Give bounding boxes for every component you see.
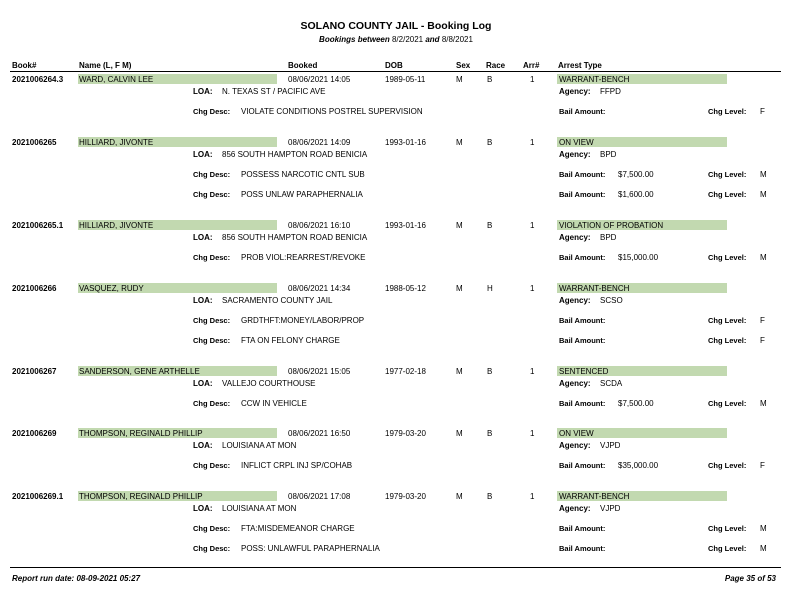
bail-amount-value: $1,600.00 xyxy=(618,190,654,199)
loa-value: VALLEJO COURTHOUSE xyxy=(222,379,316,388)
book-number: 2021006265.1 xyxy=(12,221,64,230)
booking-record xyxy=(0,284,792,354)
chg-desc-value: POSS: UNLAWFUL PARAPHERNALIA xyxy=(241,544,380,553)
bail-amount-label: Bail Amount: xyxy=(559,170,606,179)
bail-amount-label: Bail Amount: xyxy=(559,316,606,325)
arrest-type: WARRANT-BENCH xyxy=(559,284,630,293)
arrest-type: ON VIEW xyxy=(559,138,594,147)
chg-level-label: Chg Level: xyxy=(708,461,747,470)
chg-desc-label: Chg Desc: xyxy=(193,399,231,408)
col-header-sex: Sex xyxy=(456,61,471,70)
col-header-name: Name (L, F M) xyxy=(79,61,132,70)
chg-desc-value: POSSESS NARCOTIC CNTL SUB xyxy=(241,170,365,179)
chg-desc-value: PROB VIOL:REARREST/REVOKE xyxy=(241,253,366,262)
agency-label: Agency: xyxy=(559,233,591,242)
inmate-name: SANDERSON, GENE ARTHELLE xyxy=(79,367,200,376)
report-run-date: Report run date: 08-09-2021 05:27 xyxy=(12,574,141,583)
chg-level-value: F xyxy=(760,336,765,345)
chg-desc-value: POSS UNLAW PARAPHERNALIA xyxy=(241,190,363,199)
race: B xyxy=(487,492,493,501)
chg-desc-label: Chg Desc: xyxy=(193,107,231,116)
arrest-number: 1 xyxy=(530,367,535,376)
arrest-number: 1 xyxy=(530,429,535,438)
date-from: 8/2/2021 xyxy=(391,35,424,44)
loa-label: LOA: xyxy=(193,379,213,388)
sex: M xyxy=(456,138,463,147)
booking-record xyxy=(0,138,792,208)
bail-amount-label: Bail Amount: xyxy=(559,461,606,470)
arrest-type: WARRANT-BENCH xyxy=(559,75,630,84)
book-number: 2021006269.1 xyxy=(12,492,64,501)
booking-record xyxy=(0,221,792,291)
sex: M xyxy=(456,284,463,293)
book-number: 2021006265 xyxy=(12,138,57,147)
agency-label: Agency: xyxy=(559,441,591,450)
chg-level-label: Chg Level: xyxy=(708,107,747,116)
arrest-number: 1 xyxy=(530,75,535,84)
loa-value: SACRAMENTO COUNTY JAIL xyxy=(222,296,333,305)
sex: M xyxy=(456,492,463,501)
chg-level-value: M xyxy=(760,399,767,408)
bail-amount-value: $7,500.00 xyxy=(618,170,654,179)
inmate-name: THOMPSON, REGINALD PHILLIP xyxy=(79,492,203,501)
arrest-number: 1 xyxy=(530,221,535,230)
chg-level-label: Chg Level: xyxy=(708,399,747,408)
col-header-dob: DOB xyxy=(385,61,403,70)
bail-amount-label: Bail Amount: xyxy=(559,107,606,116)
subtitle-and: and xyxy=(425,35,440,44)
sex: M xyxy=(456,221,463,230)
inmate-name: HILLIARD, JIVONTE xyxy=(79,221,154,230)
agency-label: Agency: xyxy=(559,87,591,96)
chg-desc-value: FTA:MISDEMEANOR CHARGE xyxy=(241,524,355,533)
chg-desc-label: Chg Desc: xyxy=(193,461,231,470)
chg-desc-value: GRDTHFT:MONEY/LABOR/PROP xyxy=(241,316,365,325)
col-header-race: Race xyxy=(486,61,506,70)
agency-value: BPD xyxy=(600,150,617,159)
chg-desc-value: FTA ON FELONY CHARGE xyxy=(241,336,340,345)
chg-desc-value: INFLICT CRPL INJ SP/COHAB xyxy=(241,461,353,470)
loa-value: LOUISIANA AT MON xyxy=(222,441,297,450)
loa-value: N. TEXAS ST / PACIFIC AVE xyxy=(222,87,326,96)
booked-datetime: 08/06/2021 16:10 xyxy=(288,221,351,230)
race: B xyxy=(487,221,493,230)
agency-label: Agency: xyxy=(559,504,591,513)
arrest-type: VIOLATION OF PROBATION xyxy=(559,221,664,230)
book-number: 2021006264.3 xyxy=(12,75,64,84)
col-header-book: Book# xyxy=(12,61,37,70)
chg-level-label: Chg Level: xyxy=(708,336,747,345)
inmate-name: HILLIARD, JIVONTE xyxy=(79,138,154,147)
race: B xyxy=(487,429,493,438)
report-title: SOLANO COUNTY JAIL - Booking Log xyxy=(300,20,492,32)
loa-label: LOA: xyxy=(193,504,213,513)
header-rule xyxy=(10,71,781,72)
chg-desc-label: Chg Desc: xyxy=(193,524,231,533)
report-subtitle xyxy=(0,35,792,44)
bail-amount-label: Bail Amount: xyxy=(559,336,606,345)
bail-amount-label: Bail Amount: xyxy=(559,524,606,533)
arrest-number: 1 xyxy=(530,492,535,501)
loa-label: LOA: xyxy=(193,296,213,305)
dob: 1979-03-20 xyxy=(385,492,426,501)
booking-record xyxy=(0,367,792,437)
inmate-name: VASQUEZ, RUDY xyxy=(79,284,144,293)
dob: 1988-05-12 xyxy=(385,284,426,293)
arrest-type: SENTENCED xyxy=(559,367,609,376)
booked-datetime: 08/06/2021 17:08 xyxy=(288,492,351,501)
race: B xyxy=(487,367,493,376)
col-header-arr: Arr# xyxy=(523,61,540,70)
booked-datetime: 08/06/2021 14:09 xyxy=(288,138,351,147)
bail-amount-value: $7,500.00 xyxy=(618,399,654,408)
dob: 1977-02-18 xyxy=(385,367,426,376)
page-number: Page 35 of 53 xyxy=(724,574,776,583)
bail-amount-value: $35,000.00 xyxy=(618,461,659,470)
chg-level-value: F xyxy=(760,316,765,325)
booked-datetime: 08/06/2021 14:05 xyxy=(288,75,351,84)
agency-value: SCSO xyxy=(600,296,623,305)
booking-record xyxy=(0,492,792,562)
sex: M xyxy=(456,429,463,438)
chg-level-label: Chg Level: xyxy=(708,316,747,325)
chg-level-label: Chg Level: xyxy=(708,524,747,533)
dob: 1989-05-11 xyxy=(385,75,426,84)
chg-desc-label: Chg Desc: xyxy=(193,544,231,553)
booked-datetime: 08/06/2021 16:50 xyxy=(288,429,351,438)
chg-desc-label: Chg Desc: xyxy=(193,316,231,325)
booking-record xyxy=(0,429,792,499)
agency-label: Agency: xyxy=(559,150,591,159)
booked-datetime: 08/06/2021 14:34 xyxy=(288,284,351,293)
booked-datetime: 08/06/2021 15:05 xyxy=(288,367,351,376)
arrest-type: WARRANT-BENCH xyxy=(559,492,630,501)
chg-level-value: F xyxy=(760,461,765,470)
inmate-name: THOMPSON, REGINALD PHILLIP xyxy=(79,429,203,438)
chg-level-label: Chg Level: xyxy=(708,253,747,262)
dob: 1979-03-20 xyxy=(385,429,426,438)
chg-desc-value: VIOLATE CONDITIONS POSTREL SUPERVISION xyxy=(241,107,423,116)
chg-level-value: M xyxy=(760,544,767,553)
race: B xyxy=(487,75,493,84)
chg-level-value: M xyxy=(760,170,767,179)
dob: 1993-01-16 xyxy=(385,138,426,147)
bail-amount-value: $15,000.00 xyxy=(618,253,659,262)
loa-label: LOA: xyxy=(193,87,213,96)
arrest-number: 1 xyxy=(530,138,535,147)
book-number: 2021006267 xyxy=(12,367,57,376)
race: B xyxy=(487,138,493,147)
chg-desc-label: Chg Desc: xyxy=(193,190,231,199)
arrest-number: 1 xyxy=(530,284,535,293)
bail-amount-label: Bail Amount: xyxy=(559,190,606,199)
chg-level-value: M xyxy=(760,524,767,533)
agency-label: Agency: xyxy=(559,379,591,388)
chg-level-label: Chg Level: xyxy=(708,190,747,199)
chg-level-value: F xyxy=(760,107,765,116)
chg-desc-label: Chg Desc: xyxy=(193,336,231,345)
agency-value: VJPD xyxy=(600,441,621,450)
inmate-name: WARD, CALVIN LEE xyxy=(79,75,154,84)
col-header-booked: Booked xyxy=(288,61,318,70)
loa-value: LOUISIANA AT MON xyxy=(222,504,297,513)
loa-value: 856 SOUTH HAMPTON ROAD BENICIA xyxy=(222,150,368,159)
bail-amount-label: Bail Amount: xyxy=(559,399,606,408)
sex: M xyxy=(456,367,463,376)
subtitle-prefix: Bookings between xyxy=(319,35,390,44)
chg-desc-value: CCW IN VEHICLE xyxy=(241,399,307,408)
chg-level-label: Chg Level: xyxy=(708,170,747,179)
agency-value: FFPD xyxy=(600,87,621,96)
chg-level-label: Chg Level: xyxy=(708,544,747,553)
loa-label: LOA: xyxy=(193,150,213,159)
chg-desc-label: Chg Desc: xyxy=(193,253,231,262)
date-to: 8/8/2021 xyxy=(441,35,473,44)
bail-amount-label: Bail Amount: xyxy=(559,253,606,262)
agency-value: VJPD xyxy=(600,504,621,513)
chg-level-value: M xyxy=(760,253,767,262)
booking-record xyxy=(0,75,792,145)
footer-rule xyxy=(10,567,781,568)
race: H xyxy=(487,284,493,293)
agency-label: Agency: xyxy=(559,296,591,305)
sex: M xyxy=(456,75,463,84)
loa-value: 856 SOUTH HAMPTON ROAD BENICIA xyxy=(222,233,368,242)
bail-amount-label: Bail Amount: xyxy=(559,544,606,553)
col-header-arrest-type: Arrest Type xyxy=(558,61,602,70)
loa-label: LOA: xyxy=(193,441,213,450)
book-number: 2021006269 xyxy=(12,429,57,438)
dob: 1993-01-16 xyxy=(385,221,426,230)
chg-desc-label: Chg Desc: xyxy=(193,170,231,179)
chg-level-value: M xyxy=(760,190,767,199)
arrest-type: ON VIEW xyxy=(559,429,594,438)
book-number: 2021006266 xyxy=(12,284,57,293)
agency-value: BPD xyxy=(600,233,617,242)
agency-value: SCDA xyxy=(600,379,623,388)
loa-label: LOA: xyxy=(193,233,213,242)
